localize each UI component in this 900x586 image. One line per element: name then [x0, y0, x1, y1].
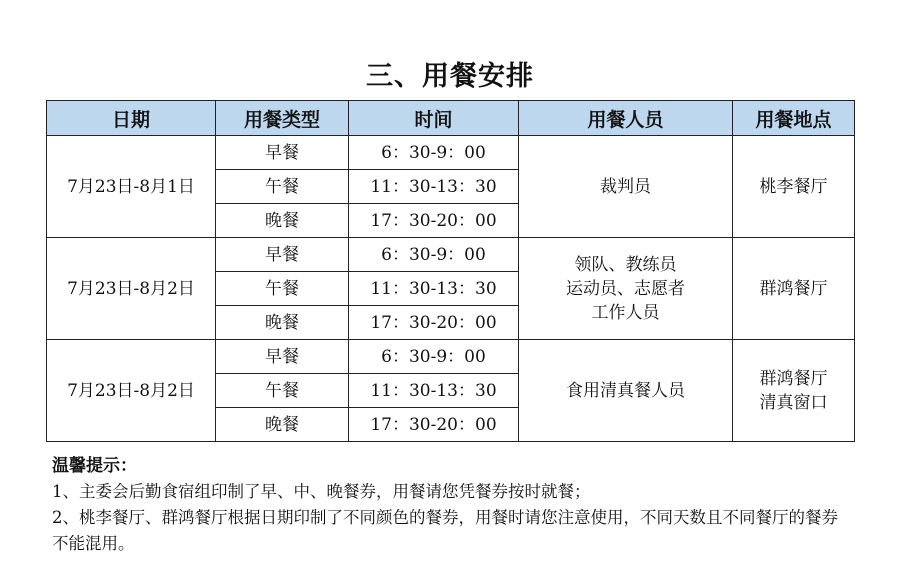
location-cell [733, 136, 855, 238]
meal-type-cell: 晚餐 [216, 408, 349, 442]
tips-heading: 温馨提示： [52, 456, 137, 476]
time-cell: 11：30-13：30 [349, 374, 519, 408]
table-row [47, 340, 855, 374]
diners-line: 领队、教练员 [574, 254, 677, 275]
tip-item: 1、主委会后勤食宿组印制了早、中、晚餐券，用餐请您凭餐券按时就餐； [52, 482, 591, 501]
date-cell: 7月23日-8月1日 [47, 136, 216, 238]
location-cell [733, 340, 855, 442]
diners-line: 食用清真餐人员 [566, 380, 685, 401]
meal-type-cell: 午餐 [216, 374, 349, 408]
diners-line: 裁判员 [600, 176, 651, 197]
time-cell: 6：30-9：00 [349, 238, 519, 272]
location-line: 群鸿餐厅 [759, 368, 828, 389]
date-cell: 7月23日-8月2日 [47, 340, 216, 442]
meal-type-cell: 午餐 [216, 272, 349, 306]
table-row [47, 238, 855, 272]
time-cell: 17：30-20：00 [349, 204, 519, 238]
location-cell [733, 238, 855, 340]
diners-line: 工作人员 [591, 302, 660, 323]
meal-schedule-table [46, 100, 855, 442]
table-header-row [47, 101, 855, 136]
header-meal-type: 用餐类型 [216, 101, 349, 136]
location-line: 桃李餐厅 [759, 176, 828, 197]
date-cell: 7月23日-8月2日 [47, 238, 216, 340]
meal-type-cell: 晚餐 [216, 204, 349, 238]
time-cell: 11：30-13：30 [349, 170, 519, 204]
meal-type-cell: 早餐 [216, 238, 349, 272]
time-cell: 11：30-13：30 [349, 272, 519, 306]
location-line: 群鸿餐厅 [759, 278, 828, 299]
diners-cell [519, 340, 733, 442]
meal-type-cell: 早餐 [216, 340, 349, 374]
table-row [47, 136, 855, 170]
header-diners: 用餐人员 [519, 101, 733, 136]
diners-cell [519, 238, 733, 340]
diners-line: 运动员、志愿者 [566, 278, 685, 299]
tip-item: 2、桃李餐厅、群鸿餐厅根据日期印制了不同颜色的餐券，用餐时请您注意使用，不同天数且不同餐厅的餐券不能混用。 [52, 508, 838, 553]
header-location: 用餐地点 [733, 101, 855, 136]
meal-type-cell: 午餐 [216, 170, 349, 204]
time-cell: 17：30-20：00 [349, 408, 519, 442]
time-cell: 17：30-20：00 [349, 306, 519, 340]
meal-type-cell: 早餐 [216, 136, 349, 170]
header-time: 时间 [349, 101, 519, 136]
section-title: 三、用餐安排 [366, 61, 534, 92]
tips-section [52, 453, 852, 557]
header-date: 日期 [47, 101, 216, 136]
meal-type-cell: 晚餐 [216, 306, 349, 340]
time-cell: 6：30-9：00 [349, 340, 519, 374]
location-line: 清真窗口 [759, 392, 828, 413]
diners-cell [519, 136, 733, 238]
time-cell: 6：30-9：00 [349, 136, 519, 170]
